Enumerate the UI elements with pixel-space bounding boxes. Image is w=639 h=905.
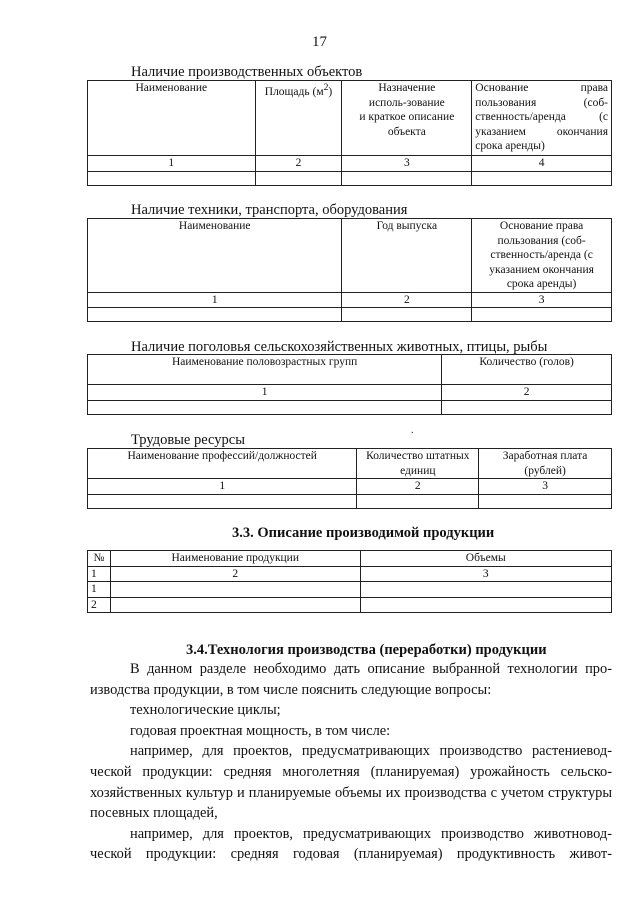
- livestock-num-2: 2: [442, 385, 612, 401]
- equipment-header-year: Год выпуска: [342, 219, 472, 293]
- objects-header-name: Наименование: [88, 81, 256, 156]
- equipment-num-3: 3: [472, 292, 612, 308]
- labor-empty-cell: [88, 494, 357, 508]
- products-empty-cell: [110, 597, 360, 613]
- livestock-table-title: Наличие поголовья сельскохозяйственных животных, птицы, рыбы: [131, 339, 548, 355]
- products-table: [87, 550, 612, 613]
- objects-num-4: 4: [472, 156, 612, 172]
- objects-empty-cell: [88, 171, 256, 185]
- tech-paragraph: например, для проектов, предусматривающих производство растениевод-ческой продукции: средняя многолетняя (планируемая) урожайность сельско-хозяйственных культур и планируемые объемы их производства с учетом структуры посевных площадей,: [90, 743, 612, 822]
- products-header-number: №: [88, 551, 111, 567]
- products-empty-cell: [360, 597, 611, 613]
- products-num-2: 2: [110, 566, 360, 582]
- tech-paragraph: например, для проектов, предусматривающих производство животновод-ческой продукции: средняя годовая (планируемая) продуктивность живот-: [90, 825, 612, 863]
- labor-table: [87, 448, 612, 509]
- objects-num-2: 2: [255, 156, 342, 172]
- labor-header-staff: Количество штатных единиц: [357, 449, 479, 479]
- objects-empty-cell: [472, 171, 612, 185]
- objects-num-3: 3: [342, 156, 472, 172]
- labor-header-salary: Заработная плата (рублей): [479, 449, 612, 479]
- products-num-1: 1: [88, 566, 111, 582]
- equipment-header-name: Наименование: [88, 219, 342, 293]
- page-number: 17: [312, 34, 327, 50]
- objects-header-area: Площадь $(м^2)$: [255, 81, 342, 156]
- equipment-table: [87, 218, 612, 322]
- products-header-name: Наименование продукции: [110, 551, 360, 567]
- labor-header-profession: Наименование профессий/должностей: [88, 449, 357, 479]
- objects-table-title: Наличие производственных объектов: [131, 64, 363, 80]
- labor-num-3: 3: [479, 479, 612, 495]
- livestock-empty-cell: [442, 400, 612, 414]
- equipment-header-basis: Основание права пользования (соб-ственность/аренда (с указанием окончания срока аренды): [472, 219, 612, 293]
- labor-num-2: 2: [357, 479, 479, 495]
- livestock-num-1: 1: [88, 385, 442, 401]
- products-row-label: 2: [88, 597, 111, 613]
- stray-dot: .: [411, 425, 414, 436]
- products-empty-cell: [360, 582, 611, 598]
- objects-num-1: 1: [88, 156, 256, 172]
- objects-header-purpose: Назначение исполь-зование и краткое описание объекта: [342, 81, 472, 156]
- tech-paragraph: В данном разделе необходимо дать описание выбранной технологии про-изводства продукции, в том числе пояснить следующие вопросы:: [90, 661, 612, 698]
- equipment-num-1: 1: [88, 292, 342, 308]
- equipment-num-2: 2: [342, 292, 472, 308]
- objects-empty-cell: [342, 171, 472, 185]
- equipment-empty-cell: [342, 308, 472, 322]
- objects-empty-cell: [255, 171, 342, 185]
- livestock-header-groups: Наименование половозрастных групп: [88, 355, 442, 385]
- livestock-empty-cell: [88, 400, 442, 414]
- labor-empty-cell: [479, 494, 612, 508]
- tech-paragraph: годовая проектная мощность, в том числе:: [130, 722, 391, 739]
- section-3-3-heading: 3.3. Описание производимой продукции: [232, 525, 495, 541]
- equipment-table-title: Наличие техники, транспорта, оборудования: [131, 202, 408, 218]
- livestock-table: [87, 354, 612, 415]
- equipment-empty-cell: [88, 308, 342, 322]
- section-3-4-heading: 3.4.Технология производства (переработки) продукции: [186, 642, 547, 658]
- labor-table-title: Трудовые ресурсы: [131, 432, 245, 448]
- livestock-header-count: Количество (голов): [442, 355, 612, 385]
- products-empty-cell: [110, 582, 360, 598]
- labor-empty-cell: [357, 494, 479, 508]
- objects-header-basis: Основание права пользования (соб-ственность/аренда (с указанием окончания срока аренды): [472, 81, 612, 156]
- objects-table: [87, 80, 612, 186]
- products-row-label: 1: [88, 582, 111, 598]
- tech-paragraph: технологические циклы;: [130, 702, 281, 719]
- equipment-empty-cell: [472, 308, 612, 322]
- products-num-3: 3: [360, 566, 611, 582]
- products-header-volume: Объемы: [360, 551, 611, 567]
- labor-num-1: 1: [88, 479, 357, 495]
- section-3-4-body: [90, 659, 612, 865]
